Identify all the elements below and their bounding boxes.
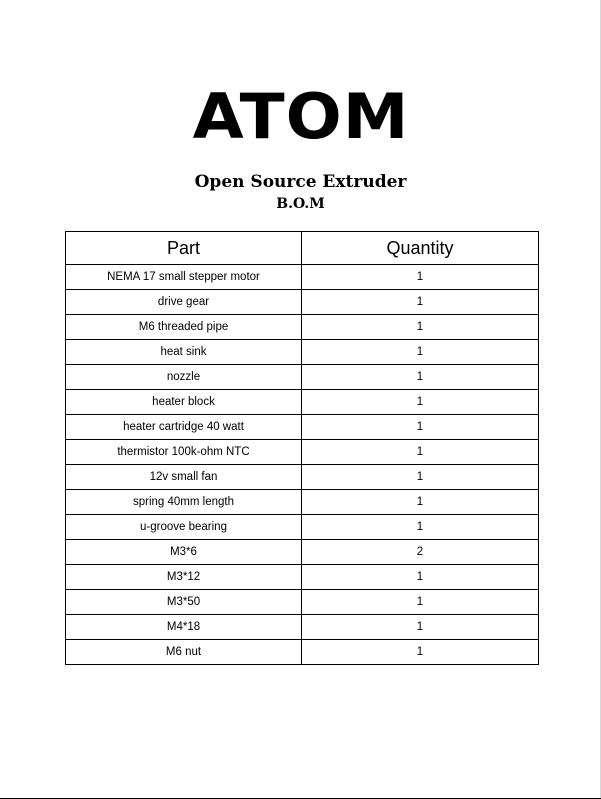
quantity-cell: 1 [302, 615, 539, 640]
table-row [66, 565, 539, 590]
atom-logo: ATOM [192, 79, 410, 154]
quantity-cell: 1 [302, 565, 539, 590]
part-cell: heat sink [66, 340, 302, 365]
part-cell: drive gear [66, 290, 302, 315]
table-row [66, 365, 539, 390]
quantity-cell: 1 [302, 515, 539, 540]
table-header-row [66, 232, 539, 265]
table-row [66, 540, 539, 565]
quantity-cell: 1 [302, 440, 539, 465]
part-cell: 12v small fan [66, 465, 302, 490]
quantity-cell: 1 [302, 640, 539, 665]
part-cell: spring 40mm length [66, 490, 302, 515]
part-cell: M4*18 [66, 615, 302, 640]
quantity-cell: 1 [302, 265, 539, 290]
page-title: Open Source Extruder [194, 172, 407, 192]
quantity-cell: 1 [302, 315, 539, 340]
page-subtitle: B.O.M [276, 196, 325, 212]
part-cell: M6 threaded pipe [66, 315, 302, 340]
column-header-part: Part [66, 232, 302, 265]
table-row [66, 290, 539, 315]
table-row [66, 615, 539, 640]
part-cell: heater cartridge 40 watt [66, 415, 302, 440]
part-cell: heater block [66, 390, 302, 415]
part-cell: thermistor 100k-ohm NTC [66, 440, 302, 465]
part-cell: M3*6 [66, 540, 302, 565]
quantity-cell: 1 [302, 365, 539, 390]
table-row [66, 265, 539, 290]
part-cell: M3*50 [66, 590, 302, 615]
part-cell: NEMA 17 small stepper motor [66, 265, 302, 290]
quantity-cell: 1 [302, 390, 539, 415]
part-cell: M6 nut [66, 640, 302, 665]
part-cell: u-groove bearing [66, 515, 302, 540]
table-row [66, 490, 539, 515]
quantity-cell: 1 [302, 465, 539, 490]
quantity-cell: 1 [302, 590, 539, 615]
table-row [66, 315, 539, 340]
table-row [66, 340, 539, 365]
table-row [66, 515, 539, 540]
part-cell: nozzle [66, 365, 302, 390]
quantity-cell: 1 [302, 340, 539, 365]
table-row [66, 640, 539, 665]
part-cell: M3*12 [66, 565, 302, 590]
quantity-cell: 2 [302, 540, 539, 565]
column-header-quantity: Quantity [302, 232, 539, 265]
bom-table [65, 231, 539, 665]
table-row [66, 390, 539, 415]
quantity-cell: 1 [302, 490, 539, 515]
table-body [66, 265, 539, 665]
quantity-cell: 1 [302, 290, 539, 315]
table-row [66, 440, 539, 465]
quantity-cell: 1 [302, 415, 539, 440]
table-row [66, 465, 539, 490]
table-row [66, 590, 539, 615]
table-row [66, 415, 539, 440]
